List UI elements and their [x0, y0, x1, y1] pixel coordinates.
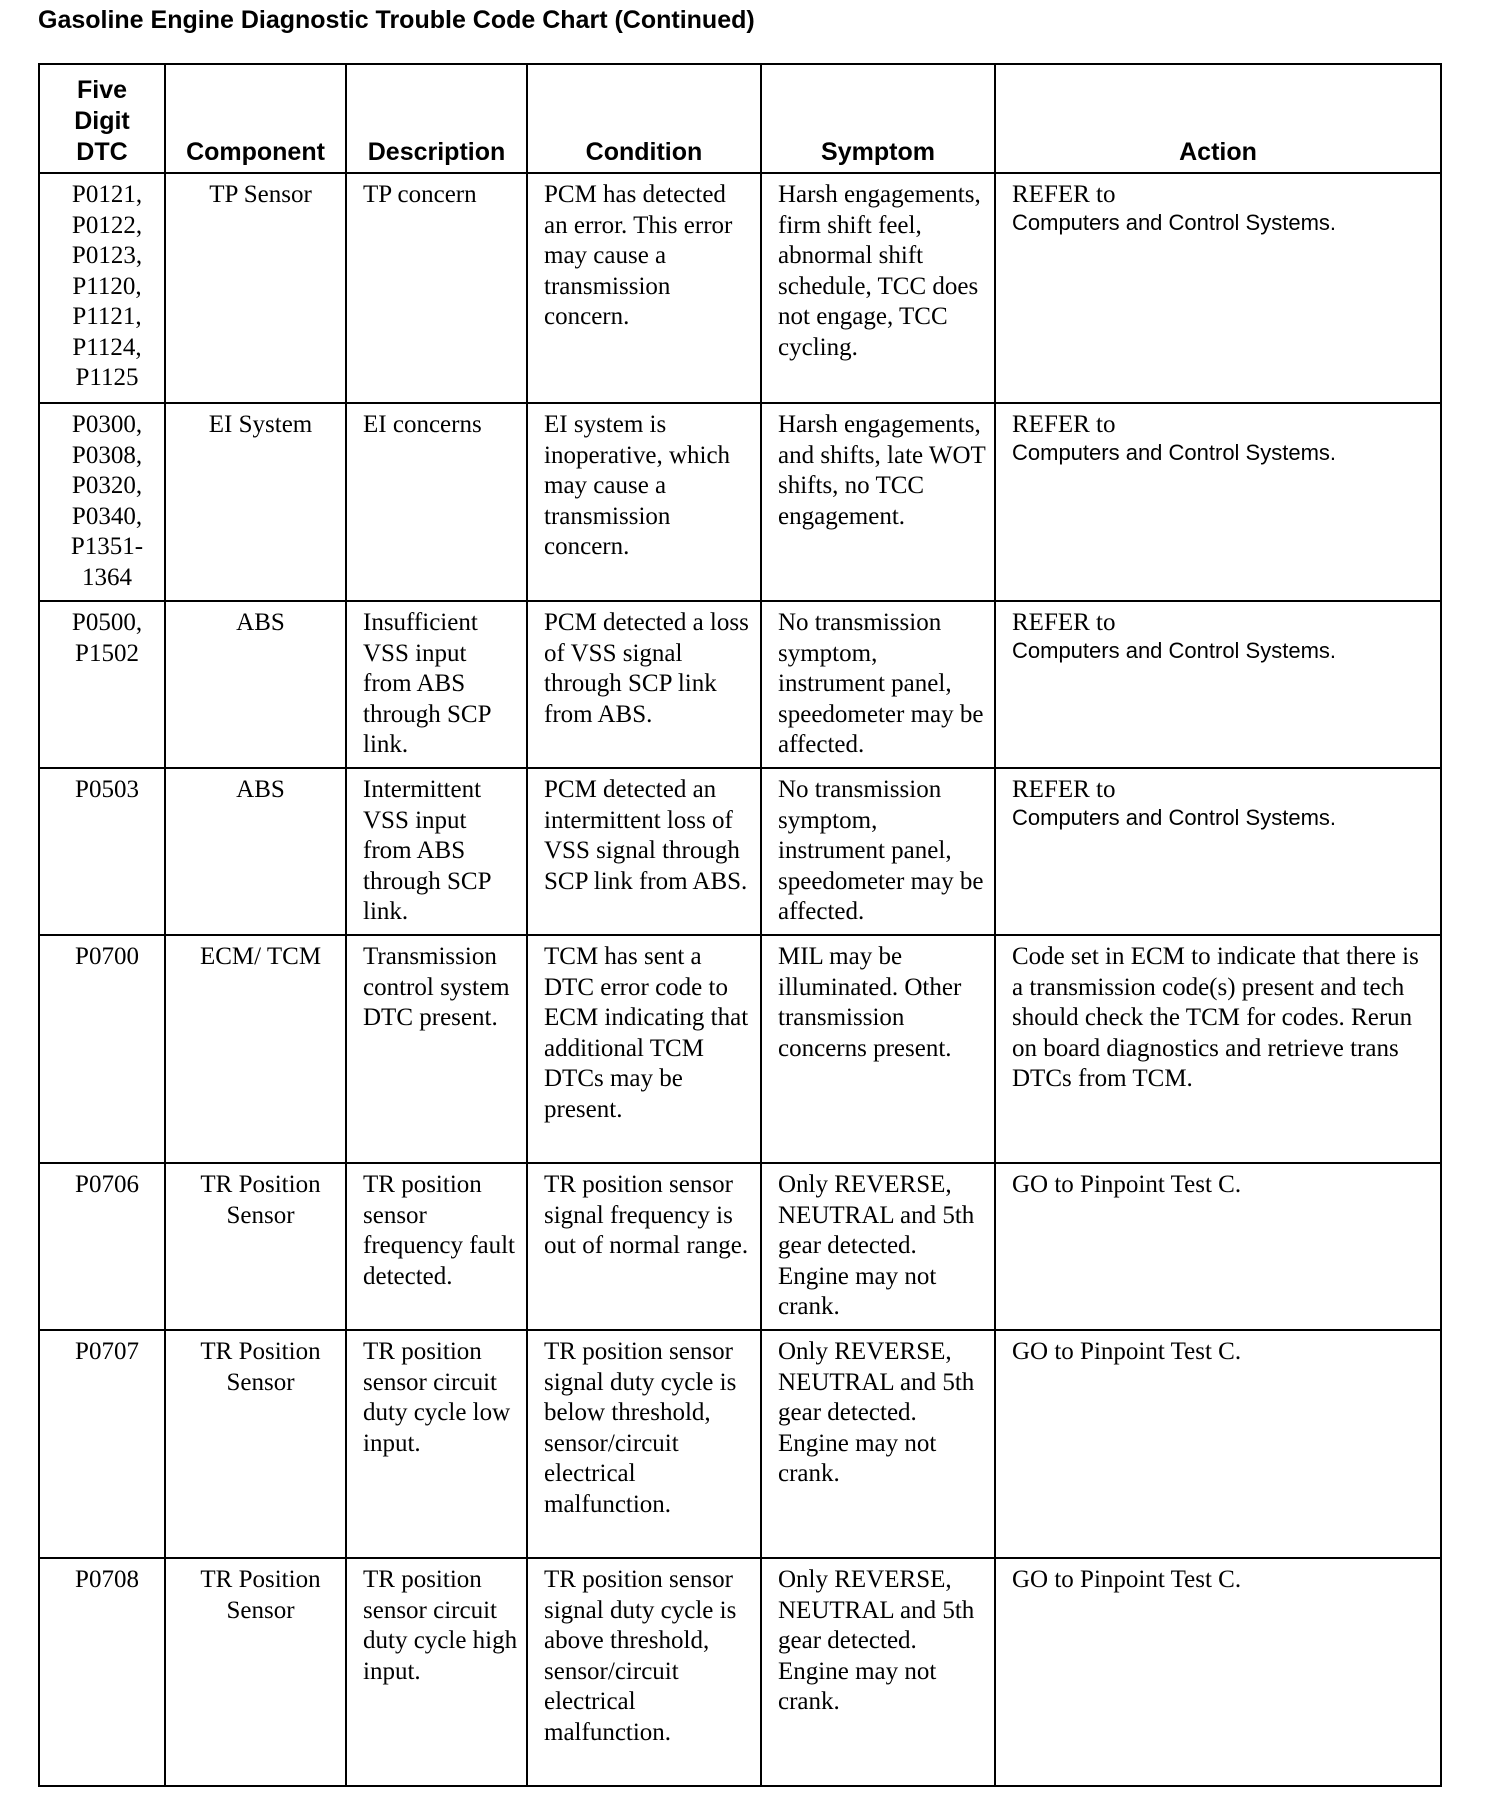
- dtc-table: [38, 63, 1442, 1787]
- cell-action: [995, 173, 1441, 403]
- header-condition: Condition: [527, 64, 761, 173]
- table-row: [39, 601, 1441, 768]
- cell-dtc: [39, 1330, 165, 1558]
- cell-condition: PCM detected a loss of VSS signal through SCP link from ABS.: [527, 601, 761, 768]
- dtc-code: P1121,: [72, 303, 142, 330]
- refer-target-link[interactable]: Computers and Control Systems.: [1012, 804, 1337, 830]
- cell-component: TR Position Sensor: [165, 1163, 346, 1330]
- cell-condition: TR position sensor signal duty cycle is below threshold, sensor/circuit electrical malfunction.: [527, 1330, 761, 1558]
- dtc-code: P0308,: [71, 441, 143, 469]
- refer-target-link[interactable]: Computers and Control Systems.: [1012, 439, 1337, 465]
- header-component: Component: [165, 64, 346, 173]
- cell-description: Transmission control system DTC present.: [346, 935, 527, 1163]
- header-dtc-line3: DTC: [76, 138, 128, 166]
- header-action: Action: [995, 64, 1441, 173]
- refer-to-label: REFER to: [1012, 609, 1116, 636]
- cell-description: EI concerns: [346, 403, 527, 601]
- dtc-code: P0707: [75, 1338, 139, 1365]
- table-row: [39, 1330, 1441, 1558]
- cell-component: TR Position Sensor: [165, 1330, 346, 1558]
- cell-action: GO to Pinpoint Test C.: [995, 1163, 1441, 1330]
- cell-condition: TR position sensor signal duty cycle is above threshold, sensor/circuit electrical malfunction.: [527, 1558, 761, 1786]
- dtc-code: P0706: [75, 1171, 139, 1198]
- dtc-code: P0123,: [71, 242, 143, 269]
- cell-symptom: Only REVERSE, NEUTRAL and 5th gear detected. Engine may not crank.: [761, 1163, 995, 1330]
- dtc-code: 1364: [82, 563, 132, 591]
- table-row: [39, 768, 1441, 935]
- table-row: [39, 1558, 1441, 1786]
- cell-description: TR position sensor circuit duty cycle high input.: [346, 1558, 527, 1786]
- refer-target-link[interactable]: Computers and Control Systems.: [1012, 209, 1337, 235]
- dtc-code: P1124,: [72, 333, 142, 361]
- cell-action: GO to Pinpoint Test C.: [995, 1330, 1441, 1558]
- table-row: [39, 1163, 1441, 1330]
- cell-description: TR position sensor circuit duty cycle low input.: [346, 1330, 527, 1558]
- dtc-code: P1351-: [70, 533, 144, 560]
- header-symptom: Symptom: [761, 64, 995, 173]
- header-description: Description: [346, 64, 527, 173]
- cell-action: GO to Pinpoint Test C.: [995, 1558, 1441, 1786]
- refer-target-link[interactable]: Computers and Control Systems.: [1012, 637, 1337, 663]
- cell-dtc: [39, 173, 165, 403]
- cell-condition: PCM detected an intermittent loss of VSS signal through SCP link from ABS.: [527, 768, 761, 935]
- refer-to-label: REFER to: [1012, 776, 1116, 803]
- cell-symptom: Only REVERSE, NEUTRAL and 5th gear detected. Engine may not crank.: [761, 1558, 995, 1786]
- table-row: [39, 173, 1441, 403]
- refer-to-label: REFER to: [1012, 411, 1116, 438]
- cell-component: TR Position Sensor: [165, 1558, 346, 1786]
- cell-condition: TR position sensor signal frequency is out of normal range.: [527, 1163, 761, 1330]
- cell-component: TP Sensor: [165, 173, 346, 403]
- cell-action: Code set in ECM to indicate that there is a transmission code(s) present and tech should check the TCM for codes. Rerun on board diagnostics and retrieve trans DTCs from TCM.: [995, 935, 1441, 1163]
- cell-condition: PCM has detected an error. This error may cause a transmission concern.: [527, 173, 761, 403]
- header-five-digit-dtc: [39, 64, 165, 173]
- cell-description: Intermittent VSS input from ABS through SCP link.: [346, 768, 527, 935]
- cell-component: ECM/ TCM: [165, 935, 346, 1163]
- cell-dtc: [39, 1558, 165, 1786]
- cell-symptom: Harsh engagements, firm shift feel, abnormal shift schedule, TCC does not engage, TCC cycling.: [761, 173, 995, 403]
- cell-condition: EI system is inoperative, which may cause a transmission concern.: [527, 403, 761, 601]
- cell-symptom: No transmission symptom, instrument panel, speedometer may be affected.: [761, 768, 995, 935]
- page-title: Gasoline Engine Diagnostic Trouble Code Chart (Continued): [38, 6, 755, 34]
- cell-description: Insufficient VSS input from ABS through SCP link.: [346, 601, 527, 768]
- cell-dtc: [39, 1163, 165, 1330]
- dtc-code: P0122,: [71, 211, 143, 239]
- table-row: [39, 403, 1441, 601]
- dtc-code: P0340,: [71, 502, 143, 530]
- cell-component: ABS: [165, 601, 346, 768]
- refer-to-label: REFER to: [1012, 181, 1116, 208]
- cell-component: EI System: [165, 403, 346, 601]
- cell-action: [995, 768, 1441, 935]
- header-dtc-line1: Five: [76, 76, 128, 104]
- dtc-code: P0700: [75, 943, 139, 970]
- dtc-code: P0500,: [71, 609, 143, 636]
- cell-component: ABS: [165, 768, 346, 935]
- cell-action: [995, 601, 1441, 768]
- header-dtc-line2: Digit: [74, 107, 130, 135]
- dtc-code: P1502: [75, 639, 139, 667]
- cell-symptom: Harsh engagements, and shifts, late WOT shifts, no TCC engagement.: [761, 403, 995, 601]
- table-header-row: [39, 64, 1441, 173]
- dtc-code: P0503: [75, 776, 139, 803]
- cell-dtc: [39, 601, 165, 768]
- dtc-code: P1120,: [72, 272, 142, 300]
- dtc-code: P0121,: [71, 181, 143, 208]
- table-row: [39, 935, 1441, 1163]
- cell-symptom: No transmission symptom, instrument panel, speedometer may be affected.: [761, 601, 995, 768]
- table-body: [39, 173, 1441, 1786]
- cell-description: TP concern: [346, 173, 527, 403]
- dtc-code: P1125: [75, 364, 139, 391]
- cell-symptom: MIL may be illuminated. Other transmission concerns present.: [761, 935, 995, 1163]
- cell-dtc: [39, 768, 165, 935]
- cell-dtc: [39, 403, 165, 601]
- dtc-code: P0320,: [71, 472, 143, 499]
- cell-description: TR position sensor frequency fault detected.: [346, 1163, 527, 1330]
- cell-dtc: [39, 935, 165, 1163]
- cell-symptom: Only REVERSE, NEUTRAL and 5th gear detected. Engine may not crank.: [761, 1330, 995, 1558]
- cell-condition: TCM has sent a DTC error code to ECM indicating that additional TCM DTCs may be present.: [527, 935, 761, 1163]
- dtc-code: P0708: [75, 1566, 139, 1593]
- dtc-code: P0300,: [71, 411, 143, 438]
- cell-action: [995, 403, 1441, 601]
